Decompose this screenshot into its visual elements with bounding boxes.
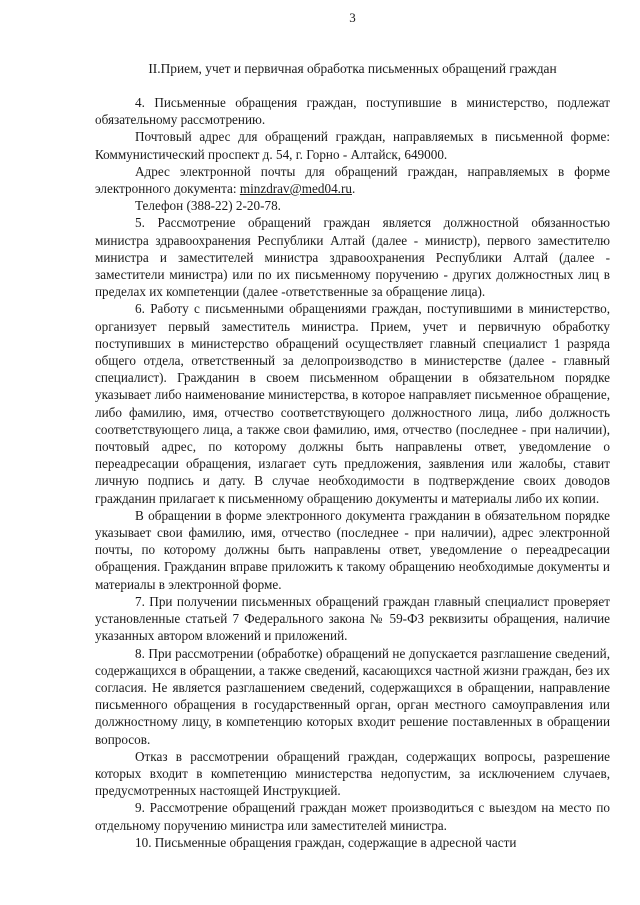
section-title: II.Прием, учет и первичная обработка письменных обращений граждан xyxy=(148,61,557,76)
paragraph-7: 7. При получении письменных обращений граждан главный специалист проверяет установленные статьей 7 Федерального закона № 59-ФЗ реквизиты обращения, наличие указанных автором вложений и приложений. xyxy=(95,593,610,644)
page-number: 3 xyxy=(349,10,356,25)
refusal-paragraph: Отказ в рассмотрении обращений граждан, содержащих вопросы, разрешение которых входит в компетенцию министерства недопустим, за исключением случаев, предусмотренных настоящей Инструкцией. xyxy=(95,748,610,799)
electronic-document-paragraph: В обращении в форме электронного документа гражданин в обязательном порядке указывает свои фамилию, имя, отчество (последнее - при наличии), адрес электронной почты, по которому должны быть направлены ответ, уведомление о переадресации обращения. Гражданин вправе приложить к такому обращению необходимые документы и материалы в электронной форме. xyxy=(95,507,610,592)
paragraph-10: 10. Письменные обращения граждан, содержащие в адресной части xyxy=(135,834,517,850)
email-suffix: . xyxy=(351,181,356,197)
email-link[interactable]: minzdrav@med04.ru xyxy=(239,181,352,197)
paragraph-5: 5. Рассмотрение обращений граждан является должностной обязанностью министра здравоохранения Республики Алтай (далее - министр), первого заместителю министра и заместителей министра здравоохранения Республики Алтай (далее - заместители министра) или по их письменному поручению - других должностных лиц в пределах их компетенции (далее -ответственные за обращение лица). xyxy=(95,215,610,300)
paragraph-6: 6. Работу с письменными обращениями граждан, поступившими в министерство, организует первый заместитель министра. Прием, учет и первичную обработку поступивших в министерство обращений осуществляет главный специалист 1 разряда общего отдела, ответственный за делопроизводство в министерстве (далее - главный специалист). Гражданин в своем письменном обращении в обязательном порядке указывает либо наименование министерства, в которое направляет письменное обращение, либо фамилию, имя, отчество соответствующего должностного лица, либо должность соответствующего лица, а также свои фамилию, имя, отчество (последнее - при наличии), почтовый адрес, по которому должны быть направлены ответ, уведомление о переадресации обращения, излагает суть предложения, заявления или жалобы, ставит личную подпись и дату. В случае необходимости в подтверждение своих доводов гражданин прилагает к письменному обращению документы и материалы либо их копии. xyxy=(95,301,610,506)
paragraph-8: 8. При рассмотрении (обработке) обращений не допускается разглашение сведений, содержащихся в обращении, а также сведений, касающихся частной жизни граждан, без их согласия. Не является разглашением сведений, содержащихся в обращении, направление письменного обращения в государственный орган, орган местного самоуправления или должностному лицу, в компетенцию которых входит решение поставленных в обращении вопросов. xyxy=(95,645,610,747)
phone-paragraph: Телефон (388-22) 2-20-78. xyxy=(135,198,281,214)
paragraph-9: 9. Рассмотрение обращений граждан может производиться с выездом на место по отдельному поручению министра или заместителей министра. xyxy=(95,800,610,833)
email-prefix: Адрес электронной почты для обращений граждан, направляемых в форме электронного документа: xyxy=(95,163,610,197)
postal-address-paragraph: Почтовый адрес для обращений граждан, направляемых в письменной форме: Коммунистический проспект д. 54, г. Горно - Алтайск, 649000. xyxy=(95,129,610,162)
paragraph-4: 4. Письменные обращения граждан, поступившие в министерство, подлежат обязательному рассмотрению. xyxy=(95,95,610,128)
email-paragraph xyxy=(95,163,610,197)
